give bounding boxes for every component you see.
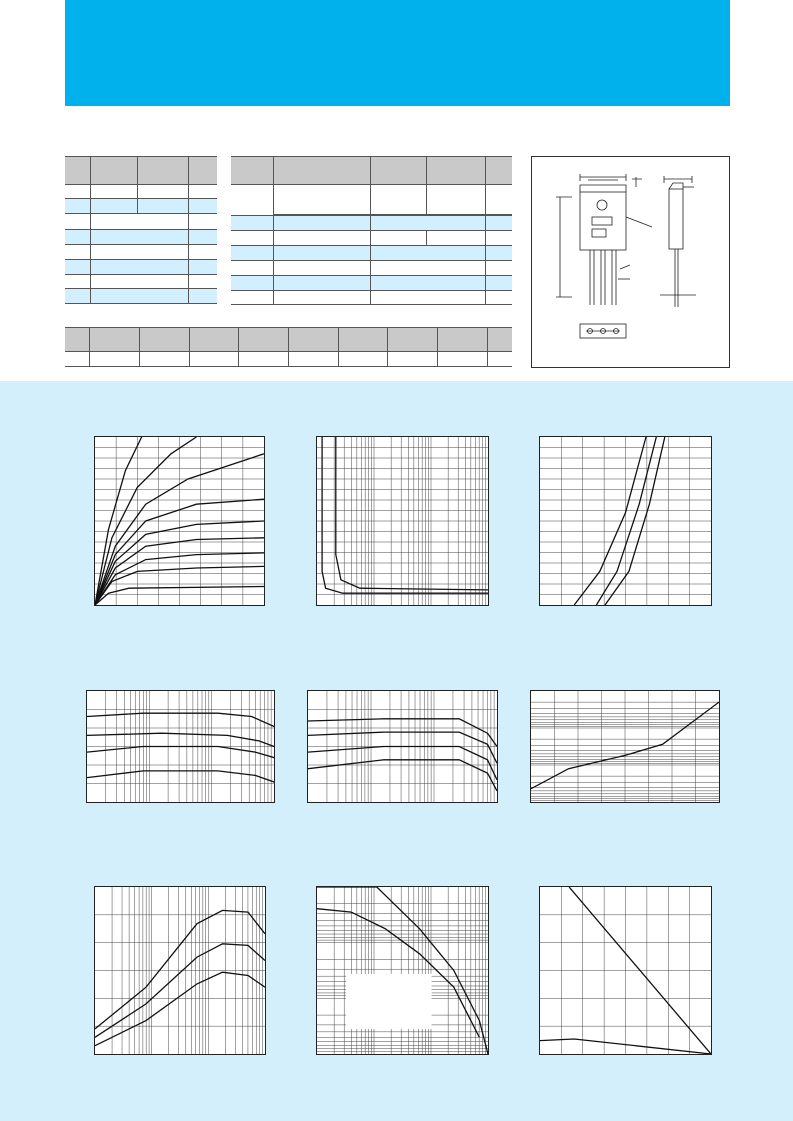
curve-series bbox=[308, 747, 497, 780]
electrical-characteristics-table bbox=[231, 156, 512, 305]
curve-series bbox=[308, 760, 497, 791]
absolute-maximum-ratings-table bbox=[65, 156, 217, 304]
legend-box bbox=[346, 974, 432, 1029]
characteristic-chart-6 bbox=[530, 690, 720, 803]
curve-series bbox=[87, 733, 274, 746]
curve-series bbox=[87, 771, 274, 782]
hfe-rank-table bbox=[65, 327, 512, 367]
curve-series bbox=[87, 747, 274, 758]
curve-series bbox=[308, 732, 497, 763]
characteristic-chart-8 bbox=[316, 886, 489, 1055]
header-band bbox=[65, 0, 730, 106]
package-front-view-icon bbox=[532, 157, 729, 367]
curve-series bbox=[95, 910, 265, 1029]
curve-series bbox=[95, 972, 265, 1045]
characteristic-chart-9 bbox=[539, 886, 712, 1055]
characteristic-chart-4 bbox=[86, 690, 275, 803]
characteristic-chart-5 bbox=[307, 690, 498, 803]
package-outline-box bbox=[531, 156, 730, 368]
characteristic-chart-3 bbox=[539, 436, 712, 606]
characteristic-chart-7 bbox=[94, 886, 266, 1055]
characteristic-chart-2 bbox=[316, 436, 489, 606]
curve-series bbox=[95, 944, 265, 1038]
curve-series bbox=[322, 437, 488, 593]
characteristic-chart-1 bbox=[94, 436, 265, 606]
curve-series bbox=[87, 713, 274, 726]
